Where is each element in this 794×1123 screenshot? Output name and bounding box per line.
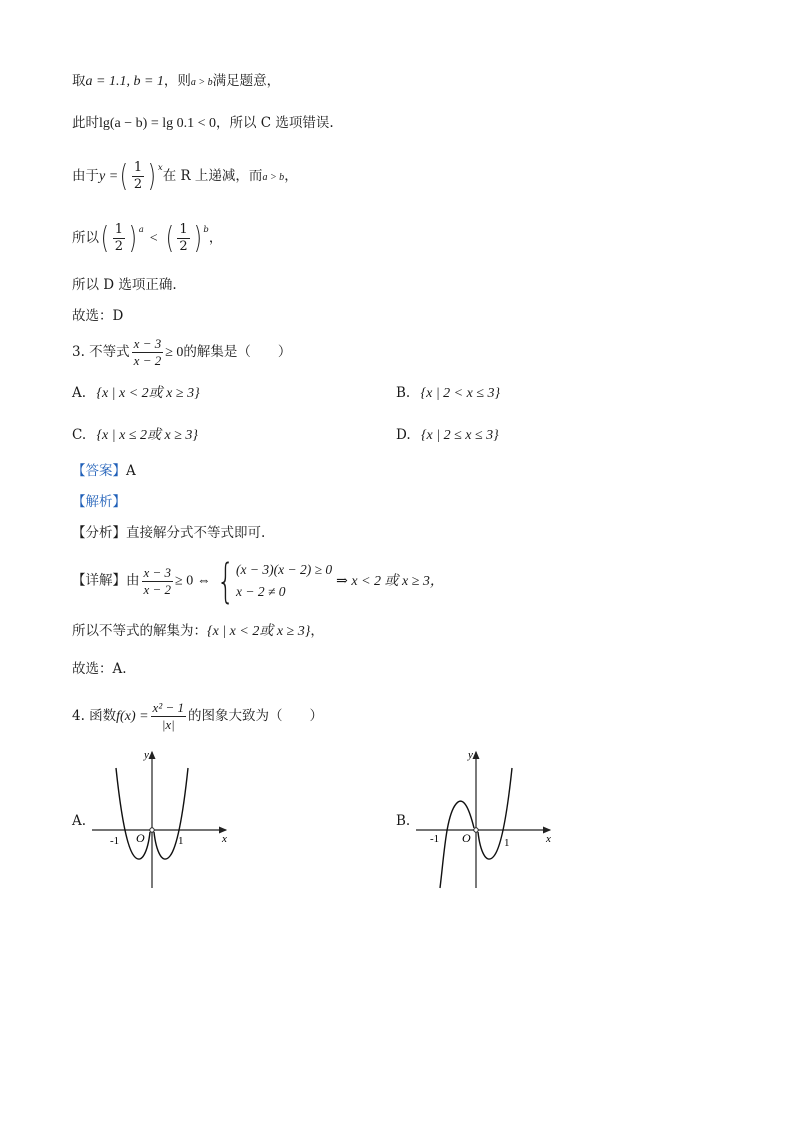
- option-label: C.: [72, 427, 87, 443]
- frac-denominator: x − 2: [143, 581, 172, 597]
- solution-line: [72, 622, 324, 641]
- text: ，: [208, 230, 223, 246]
- math-geq-zero: ≥ 0: [165, 345, 184, 360]
- frac-denominator: |x|: [161, 717, 175, 732]
- text-line-6: 故选：D: [72, 308, 124, 324]
- text: ，则: [163, 73, 191, 89]
- exponent-b: b: [203, 225, 209, 235]
- text: 的图象大致为（ ）: [188, 708, 323, 724]
- system-row-2: x − 2 ≠ 0: [236, 584, 286, 599]
- answer-value: A: [126, 463, 136, 479]
- text-line-4: [72, 220, 222, 258]
- system-row-1: (x − 3)(x − 2) ≥ 0: [236, 562, 333, 577]
- right-paren: ): [147, 158, 157, 194]
- graph-a-label: A.: [72, 813, 87, 829]
- tick-one: 1: [178, 835, 184, 847]
- answer-tag: 【答案】: [72, 463, 126, 479]
- math-function: f(x) =: [116, 709, 149, 724]
- frac-numerator: 1: [133, 160, 143, 175]
- math-conclusion: ⇒ x < 2 或 x ≥ 3，: [336, 573, 444, 589]
- y-axis-label: y: [144, 749, 149, 761]
- frac-numerator: 1: [114, 222, 123, 237]
- math-equivalence: ≥ 0 ⇔: [175, 573, 211, 589]
- frac-numerator: x − 3: [133, 336, 162, 351]
- less-than: <: [149, 231, 158, 246]
- text-line-1: [72, 72, 280, 92]
- frac-denominator: 2: [133, 177, 143, 192]
- tick-neg-one: -1: [110, 835, 120, 847]
- q3-stem: [72, 334, 291, 371]
- text-line-2: [72, 114, 334, 133]
- text: 在 R 上递减，而: [162, 168, 263, 184]
- option-d: [396, 426, 499, 445]
- right-paren: ): [128, 220, 137, 256]
- y-axis-label: y: [468, 749, 473, 761]
- text: ，: [310, 623, 324, 639]
- option-content: {x | x < 2或 x ≥ 3}: [96, 386, 200, 401]
- tick-one: 1: [504, 837, 510, 849]
- text: 满足题意，: [212, 73, 281, 89]
- option-a: [72, 384, 200, 403]
- option-c: [72, 426, 198, 445]
- q3-fraction: [132, 336, 164, 369]
- answer-line: [72, 462, 136, 480]
- math-condition: a > b: [190, 77, 213, 88]
- exponent: x: [157, 163, 163, 173]
- text: 所以不等式的解集为：: [72, 623, 207, 639]
- option-label: A.: [72, 385, 87, 401]
- option-content: {x | 2 ≤ x ≤ 3}: [420, 428, 499, 443]
- math-y-equals: y =: [99, 169, 119, 184]
- text-line-5: 所以 D 选项正确.: [72, 277, 177, 293]
- option-content: {x | 2 < x ≤ 3}: [420, 386, 501, 401]
- fraction-half: [113, 222, 125, 255]
- left-paren: (: [100, 220, 109, 256]
- choose-line: 故选：A.: [72, 661, 127, 677]
- text: 的解集是（ ）: [183, 344, 292, 360]
- frac-denominator: 2: [179, 239, 188, 254]
- tick-neg-one: -1: [430, 833, 440, 845]
- text: 所以: [72, 230, 99, 246]
- origin-label: O: [136, 831, 145, 845]
- graph-b: [412, 746, 572, 892]
- math-assignment: a = 1.1, b = 1: [85, 74, 164, 89]
- equation-system: [211, 554, 333, 608]
- right-paren: ): [193, 220, 202, 256]
- text: 此时: [72, 115, 99, 131]
- q4-stem: [72, 698, 323, 735]
- fraction-half: [132, 160, 144, 193]
- frac-numerator: x² − 1: [152, 700, 184, 715]
- option-label: B.: [396, 385, 411, 401]
- q4-fraction: [151, 700, 186, 733]
- math-log-expression: lg(a − b) = lg 0.1 < 0: [99, 116, 217, 131]
- graph-b-label: B.: [396, 813, 411, 829]
- x-axis-label: x: [546, 833, 551, 845]
- frac-denominator: x − 2: [133, 353, 162, 368]
- option-content: {x | x ≤ 2或 x ≥ 3}: [96, 428, 198, 443]
- text: 取: [72, 73, 86, 89]
- origin-label: O: [462, 831, 471, 845]
- xiangjie-fraction: [142, 565, 174, 598]
- xiangjie-tag: 【详解】: [72, 572, 126, 589]
- exponent-a: a: [138, 225, 144, 235]
- option-b: [396, 384, 500, 403]
- fenxi-line: [72, 524, 265, 542]
- x-axis-label: x: [222, 833, 227, 845]
- question-number: 4. 函数: [72, 708, 117, 724]
- option-label: D.: [396, 427, 411, 443]
- text-line-3: [72, 158, 298, 196]
- text: ，: [284, 168, 298, 184]
- question-number: 3. 不等式: [72, 344, 130, 360]
- math-condition: a > b: [262, 172, 285, 183]
- left-paren: (: [165, 220, 174, 256]
- text: ，所以 C 选项错误.: [216, 115, 334, 131]
- xiangjie-line: [72, 554, 444, 608]
- analysis-tag: 【解析】: [72, 494, 126, 510]
- text: 由: [126, 572, 140, 589]
- graph-a: [88, 746, 248, 892]
- fenxi-text: 直接解分式不等式即可.: [126, 525, 266, 541]
- fraction-half: [177, 222, 189, 255]
- solution-set: {x | x < 2或 x ≥ 3}: [207, 624, 311, 639]
- frac-denominator: 2: [114, 239, 123, 254]
- frac-numerator: x − 3: [143, 564, 172, 580]
- left-brace: {: [216, 554, 235, 608]
- analysis-line: [72, 493, 126, 511]
- fenxi-tag: 【分析】: [72, 525, 126, 541]
- hollow-point: [150, 828, 154, 832]
- frac-numerator: 1: [179, 222, 188, 237]
- left-paren: (: [119, 158, 129, 194]
- text: 由于: [72, 168, 99, 184]
- hollow-point: [474, 828, 478, 832]
